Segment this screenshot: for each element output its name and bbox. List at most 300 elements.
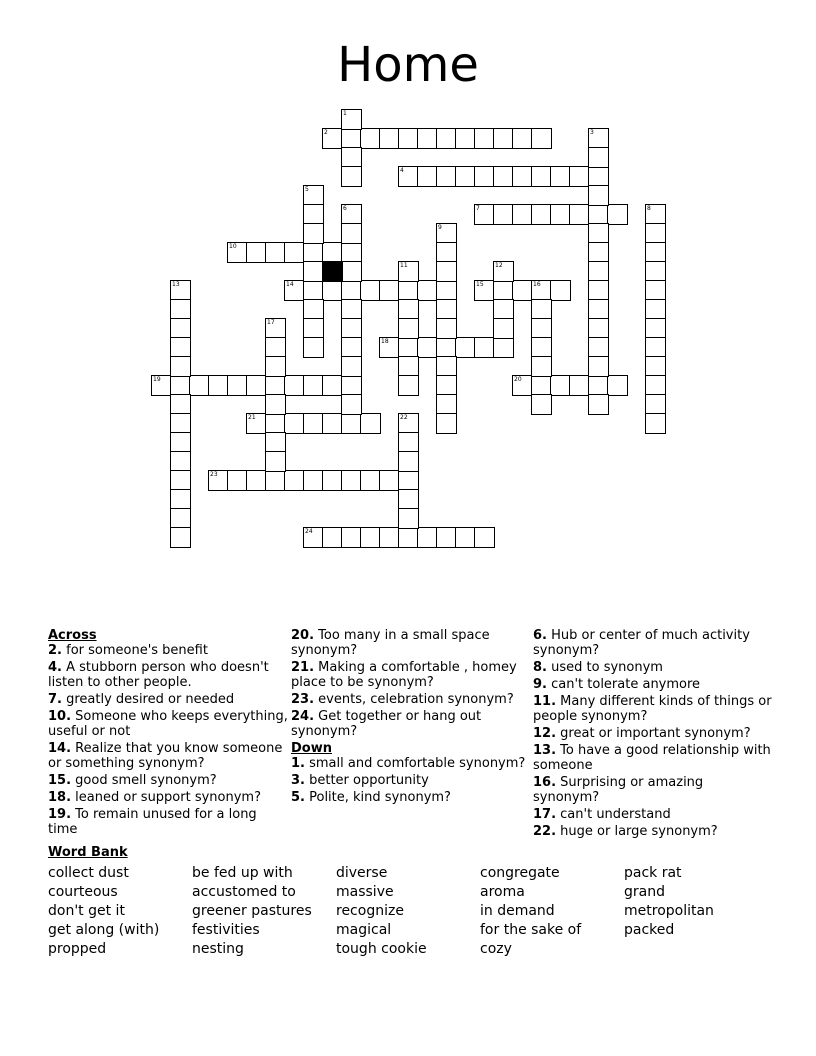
word-bank-entry: nesting [192,941,244,957]
grid-cell[interactable] [474,204,495,225]
grid-cell[interactable] [474,527,495,548]
grid-cell[interactable] [474,337,495,358]
grid-cell[interactable] [360,128,381,149]
grid-cell[interactable] [303,204,324,225]
grid-cell[interactable] [303,375,324,396]
grid-cell[interactable] [474,128,495,149]
grid-cell[interactable] [227,242,248,263]
down-clue [533,775,773,805]
grid-cell[interactable] [341,394,362,415]
grid-cell[interactable] [341,318,362,339]
clue-number: 6. [533,628,547,643]
grid-cell[interactable] [493,261,514,282]
grid-cell[interactable] [645,204,666,225]
grid-cell[interactable] [170,337,191,358]
grid-cell[interactable] [379,128,400,149]
across-clue [291,692,531,707]
grid-cell[interactable] [512,375,533,396]
word-bank-entry: metropolitan [624,903,714,919]
cell-number: 24 [305,528,313,535]
clue-number: 15. [48,773,72,788]
black-square [322,261,343,282]
grid-cell[interactable] [531,318,552,339]
grid-cell[interactable] [531,337,552,358]
grid-cell[interactable] [474,280,495,301]
grid-cell[interactable] [645,242,666,263]
grid-cell[interactable] [322,280,343,301]
grid-cell[interactable] [379,470,400,491]
grid-cell[interactable] [417,337,438,358]
cell-number: 22 [400,414,408,421]
clue-text: Making a comfortable , homey place to be synonym? [291,660,517,690]
clue-number: 11. [533,694,557,709]
grid-cell[interactable] [341,166,362,187]
grid-cell[interactable] [645,280,666,301]
cell-number: 20 [514,376,522,383]
grid-cell[interactable] [436,242,457,263]
grid-cell[interactable] [341,128,362,149]
cell-number: 13 [172,281,180,288]
grid-cell[interactable] [170,375,191,396]
grid-cell[interactable] [531,204,552,225]
grid-cell[interactable] [341,242,362,263]
down-clue [533,660,773,675]
grid-cell[interactable] [569,204,590,225]
word-bank-entry: courteous [48,884,118,900]
grid-cell[interactable] [645,394,666,415]
word-bank-entry: collect dust [48,865,129,881]
clue-text: leaned or support synonym? [71,790,261,805]
grid-cell[interactable] [645,261,666,282]
clue-text: good smell synonym? [71,773,217,788]
grid-cell[interactable] [379,280,400,301]
clue-text: Surprising or amazing synonym? [533,775,704,805]
grid-cell[interactable] [436,166,457,187]
grid-cell[interactable] [341,109,362,130]
grid-cell[interactable] [607,204,628,225]
down-clue [533,807,773,822]
grid-cell[interactable] [360,280,381,301]
grid-cell[interactable] [417,166,438,187]
grid-cell[interactable] [170,413,191,434]
grid-cell[interactable] [265,356,286,377]
grid-cell[interactable] [588,204,609,225]
grid-cell[interactable] [436,299,457,320]
word-bank-entry: magical [336,922,392,938]
grid-cell[interactable] [246,242,267,263]
grid-cell[interactable] [436,261,457,282]
grid-cell[interactable] [189,375,210,396]
grid-cell[interactable] [341,413,362,434]
grid-cell[interactable] [398,413,419,434]
grid-cell[interactable] [436,318,457,339]
clue-text: better opportunity [304,773,429,788]
grid-cell[interactable] [588,261,609,282]
word-bank-entry: recognize [336,903,404,919]
grid-cell[interactable] [531,375,552,396]
across-clue [48,709,288,739]
clue-number: 18. [48,790,72,805]
across-heading: Across [48,628,97,643]
word-bank-entry: accustomed to [192,884,296,900]
clue-number: 19. [48,807,72,822]
grid-cell[interactable] [246,470,267,491]
word-bank-entry: packed [624,922,675,938]
cell-number: 6 [343,205,347,212]
clue-number: 20. [291,628,315,643]
grid-cell[interactable] [341,356,362,377]
grid-cell[interactable] [265,432,286,453]
grid-cell[interactable] [303,261,324,282]
cell-number: 1 [343,110,347,117]
grid-cell[interactable] [322,413,343,434]
down-clue [291,790,531,805]
grid-cell[interactable] [531,356,552,377]
grid-cell[interactable] [588,280,609,301]
clue-text: Someone who keeps everything, useful or not [48,709,288,739]
grid-cell[interactable] [341,261,362,282]
grid-cell[interactable] [398,470,419,491]
grid-cell[interactable] [550,204,571,225]
grid-cell[interactable] [398,527,419,548]
grid-cell[interactable] [493,337,514,358]
grid-cell[interactable] [303,223,324,244]
across-clue [291,628,531,658]
grid-cell[interactable] [341,470,362,491]
grid-cell[interactable] [398,128,419,149]
grid-cell[interactable] [170,299,191,320]
word-bank-entry: congregate [480,865,560,881]
grid-cell[interactable] [170,394,191,415]
grid-cell[interactable] [550,166,571,187]
grid-cell[interactable] [588,299,609,320]
grid-cell[interactable] [246,413,267,434]
grid-cell[interactable] [170,280,191,301]
grid-cell[interactable] [341,280,362,301]
word-bank-entry: propped [48,941,107,957]
grid-cell[interactable] [265,337,286,358]
grid-cell[interactable] [398,318,419,339]
grid-cell[interactable] [531,299,552,320]
grid-cell[interactable] [436,280,457,301]
grid-cell[interactable] [265,394,286,415]
clue-number: 13. [533,743,557,758]
clue-text: can't understand [556,807,671,822]
grid-cell[interactable] [398,280,419,301]
grid-cell[interactable] [512,204,533,225]
grid-cell[interactable] [284,280,305,301]
grid-cell[interactable] [588,394,609,415]
cell-number: 16 [533,281,541,288]
grid-cell[interactable] [303,337,324,358]
grid-cell[interactable] [341,147,362,168]
grid-cell[interactable] [569,375,590,396]
grid-cell[interactable] [284,375,305,396]
grid-cell[interactable] [303,527,324,548]
grid-cell[interactable] [170,432,191,453]
cell-number: 5 [305,186,309,193]
grid-cell[interactable] [493,128,514,149]
cell-number: 23 [210,471,218,478]
grid-cell[interactable] [227,470,248,491]
clue-number: 8. [533,660,547,675]
grid-cell[interactable] [588,337,609,358]
word-bank-entry: aroma [480,884,525,900]
grid-cell[interactable] [645,356,666,377]
grid-cell[interactable] [322,242,343,263]
grid-cell[interactable] [322,375,343,396]
cell-number: 19 [153,376,161,383]
grid-cell[interactable] [322,128,343,149]
cell-number: 3 [590,129,594,136]
cell-number: 10 [229,243,237,250]
grid-cell[interactable] [170,356,191,377]
grid-cell[interactable] [341,204,362,225]
clue-column-2 [291,628,531,807]
grid-cell[interactable] [303,318,324,339]
grid-cell[interactable] [588,185,609,206]
word-bank-column [48,864,159,959]
grid-cell[interactable] [322,470,343,491]
grid-cell[interactable] [398,489,419,510]
cell-number: 17 [267,319,275,326]
across-clue [48,741,288,771]
grid-cell[interactable] [531,394,552,415]
clue-number: 5. [291,790,305,805]
cell-number: 4 [400,167,404,174]
grid-cell[interactable] [398,337,419,358]
across-clue [48,660,288,690]
clue-number: 1. [291,756,305,771]
across-clue [48,773,288,788]
grid-cell[interactable] [474,166,495,187]
grid-cell[interactable] [455,337,476,358]
grid-cell[interactable] [284,470,305,491]
grid-cell[interactable] [341,299,362,320]
grid-cell[interactable] [341,337,362,358]
grid-cell[interactable] [436,223,457,244]
grid-cell[interactable] [531,166,552,187]
grid-cell[interactable] [588,318,609,339]
clue-number: 2. [48,643,62,658]
clue-number: 10. [48,709,72,724]
grid-cell[interactable] [341,527,362,548]
grid-cell[interactable] [512,128,533,149]
down-clue [533,694,773,724]
grid-cell[interactable] [379,527,400,548]
clue-number: 17. [533,807,557,822]
grid-cell[interactable] [493,204,514,225]
grid-cell[interactable] [531,128,552,149]
clue-text: To remain unused for a long time [48,807,257,837]
grid-cell[interactable] [398,508,419,529]
grid-cell[interactable] [493,166,514,187]
clue-number: 22. [533,824,557,839]
grid-cell[interactable] [360,527,381,548]
grid-cell[interactable] [417,527,438,548]
grid-cell[interactable] [645,337,666,358]
clue-text: Realize that you know someone or something synonym? [48,741,283,771]
clue-number: 12. [533,726,557,741]
cell-number: 11 [400,262,408,269]
word-bank-entry: festivities [192,922,260,938]
grid-cell[interactable] [645,413,666,434]
grid-cell[interactable] [588,375,609,396]
across-clue [48,790,288,805]
grid-cell[interactable] [436,375,457,396]
grid-cell[interactable] [360,470,381,491]
clue-text: Many different kinds of things or people synonym? [533,694,772,724]
clue-number: 9. [533,677,547,692]
grid-cell[interactable] [265,413,286,434]
grid-cell[interactable] [398,375,419,396]
word-bank-column [192,864,312,959]
grid-cell[interactable] [265,318,286,339]
across-clue [48,807,288,837]
word-bank-entry: be fed up with [192,865,293,881]
grid-cell[interactable] [360,413,381,434]
grid-cell[interactable] [569,166,590,187]
clue-text: events, celebration synonym? [314,692,514,707]
clue-text: Hub or center of much activity synonym? [533,628,750,658]
grid-cell[interactable] [170,489,191,510]
cell-number: 15 [476,281,484,288]
grid-cell[interactable] [265,451,286,472]
grid-cell[interactable] [493,299,514,320]
grid-cell[interactable] [550,280,571,301]
clue-column-3 [533,628,773,841]
grid-cell[interactable] [170,527,191,548]
clue-number: 16. [533,775,557,790]
clue-text: A stubborn person who doesn't listen to other people. [48,660,269,690]
grid-cell[interactable] [417,128,438,149]
grid-cell[interactable] [455,166,476,187]
grid-cell[interactable] [493,318,514,339]
grid-cell[interactable] [455,128,476,149]
grid-cell[interactable] [531,280,552,301]
grid-cell[interactable] [151,375,172,396]
word-bank-entry: in demand [480,903,555,919]
grid-cell[interactable] [208,375,229,396]
grid-cell[interactable] [341,223,362,244]
down-clue [533,628,773,658]
grid-cell[interactable] [303,413,324,434]
grid-cell[interactable] [265,375,286,396]
grid-cell[interactable] [645,299,666,320]
grid-cell[interactable] [170,451,191,472]
clue-text: To have a good relationship with someone [533,743,771,773]
clue-number: 3. [291,773,305,788]
grid-cell[interactable] [170,508,191,529]
grid-cell[interactable] [303,470,324,491]
grid-cell[interactable] [607,375,628,396]
clue-text: Polite, kind synonym? [304,790,451,805]
grid-cell[interactable] [170,470,191,491]
down-clue [533,743,773,773]
clue-number: 14. [48,741,72,756]
down-clue [533,726,773,741]
grid-cell[interactable] [588,166,609,187]
grid-cell[interactable] [436,527,457,548]
grid-cell[interactable] [493,280,514,301]
grid-cell[interactable] [246,375,267,396]
grid-cell[interactable] [588,223,609,244]
word-bank-entry: for the sake of [480,922,582,938]
cell-number: 7 [476,205,480,212]
down-clue [533,824,773,839]
clue-text: used to synonym [546,660,663,675]
clue-text: for someone's benefit [61,643,208,658]
clue-text: Too many in a small space synonym? [291,628,490,658]
grid-cell[interactable] [588,242,609,263]
cell-number: 9 [438,224,442,231]
clue-text: huge or large synonym? [556,824,718,839]
grid-cell[interactable] [265,470,286,491]
grid-cell[interactable] [303,185,324,206]
clue-number: 24. [291,709,315,724]
grid-cell[interactable] [398,356,419,377]
grid-cell[interactable] [588,128,609,149]
clue-text: can't tolerate anymore [546,677,701,692]
grid-cell[interactable] [322,527,343,548]
grid-cell[interactable] [284,242,305,263]
grid-cell[interactable] [436,394,457,415]
grid-cell[interactable] [284,413,305,434]
grid-cell[interactable] [341,375,362,396]
cell-number: 14 [286,281,294,288]
across-clue [291,660,531,690]
clue-text: small and comfortable synonym? [304,756,526,771]
clue-column-1 [48,628,288,839]
grid-cell[interactable] [512,280,533,301]
cell-number: 2 [324,129,328,136]
grid-cell[interactable] [588,356,609,377]
grid-cell[interactable] [303,242,324,263]
grid-cell[interactable] [398,432,419,453]
grid-cell[interactable] [645,375,666,396]
grid-cell[interactable] [208,470,229,491]
grid-cell[interactable] [436,356,457,377]
clue-text: great or important synonym? [556,726,751,741]
grid-cell[interactable] [512,166,533,187]
grid-cell[interactable] [303,299,324,320]
grid-cell[interactable] [455,527,476,548]
word-bank-entry: grand [624,884,665,900]
grid-cell[interactable] [645,318,666,339]
down-clue [291,756,531,771]
word-bank-column [336,864,427,959]
grid-cell[interactable] [303,280,324,301]
grid-cell[interactable] [398,451,419,472]
grid-cell[interactable] [379,337,400,358]
grid-cell[interactable] [550,375,571,396]
grid-cell[interactable] [227,375,248,396]
grid-cell[interactable] [436,337,457,358]
grid-cell[interactable] [645,223,666,244]
cell-number: 18 [381,338,389,345]
grid-cell[interactable] [265,242,286,263]
grid-cell[interactable] [417,280,438,301]
grid-cell[interactable] [398,261,419,282]
clue-text: greatly desired or needed [61,692,235,707]
grid-cell[interactable] [588,147,609,168]
grid-cell[interactable] [170,318,191,339]
across-clue [291,709,531,739]
grid-cell[interactable] [436,128,457,149]
grid-cell[interactable] [398,299,419,320]
grid-cell[interactable] [398,166,419,187]
grid-cell[interactable] [436,413,457,434]
